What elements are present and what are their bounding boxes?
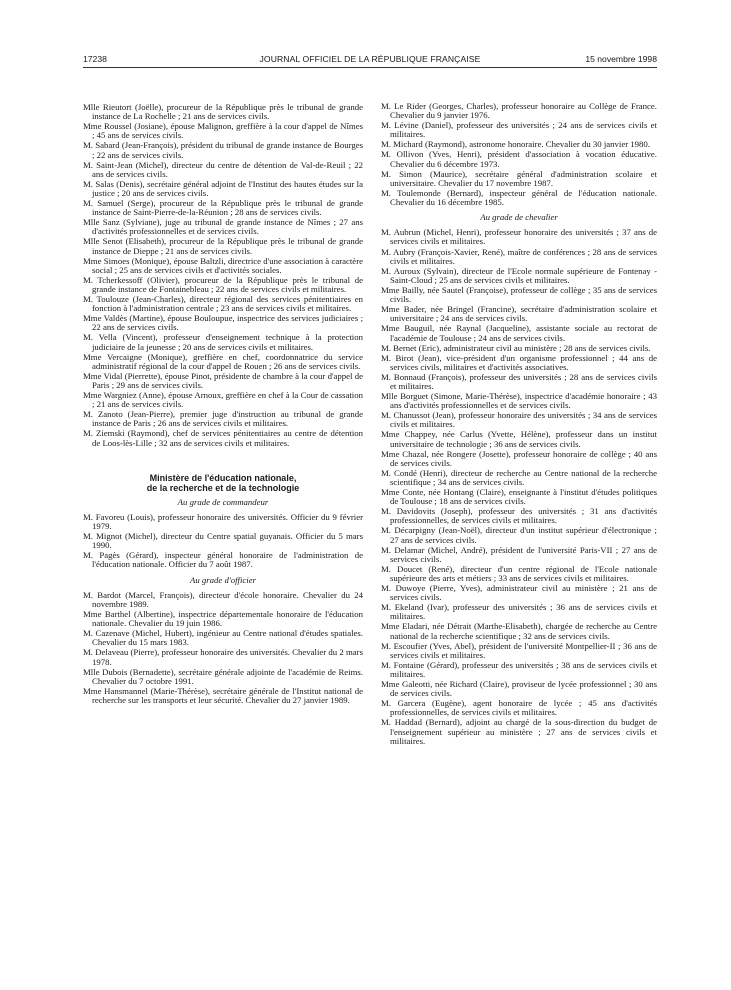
list-item: Mme Vercaigne (Monique), greffière en chef, coordonnatrice du service administratif régional de la cour d'appel de Rouen ; 26 ans de services civils. (83, 351, 363, 371)
list-item: M. Condé (Henri), directeur de recherche au Centre national de la recherche scientifique ; 34 ans de services civils. (381, 467, 657, 487)
left-column (83, 103, 363, 706)
list-item: Mlle Senot (Elisabeth), procureur de la République près le tribunal de grande instance de Dieppe ; 21 ans de services civils. (83, 236, 363, 256)
page-header (83, 54, 657, 68)
list-item: Mme Bauguil, née Raynal (Jacqueline), assistante sociale au rectorat de l'académie de Toulouse ; 24 ans de services civils. (381, 323, 657, 343)
list-item: M. Bonnaud (François), professeur des universités ; 28 ans de services civils et militaires. (381, 371, 657, 391)
list-item: M. Tcherkessoff (Olivier), procureur de la République près le tribunal de grande instance de Fontainebleau ; 22 ans de services civils et militaires. (83, 274, 363, 294)
list-item: M. Duwoye (Pierre, Yves), administrateur civil au ministère ; 21 ans de services civils. (381, 583, 657, 603)
list-item: M. Samuel (Serge), procureur de la République près le tribunal de grande instance de Saint-Pierre-de-la-Réunion ; 28 ans de services civils. (83, 198, 363, 218)
list-item: M. Zanoto (Jean-Pierre), premier juge d'instruction au tribunal de grande instance de Paris ; 26 ans de services civils et militaires. (83, 409, 363, 429)
grade-heading-commandeur: Au grade de commandeur (177, 496, 269, 507)
grade-heading-officier: Au grade d'officier (189, 574, 257, 585)
list-item: M. Pagès (Gérard), inspecteur général honoraire de l'administration de l'éducation nationale. Officier du 7 août 1987. (83, 550, 363, 570)
list-item: Mme Hansmannel (Marie-Thérèse), secrétaire générale de l'Institut national de recherche sur les transports et leur sécurité. Chevalier du 27 janvier 1989. (83, 685, 363, 705)
issue-date: 15 novembre 1998 (585, 54, 657, 64)
list-item: M. Ekeland (Ivar), professeur des universités ; 36 ans de services civils et militaires. (381, 602, 657, 622)
list-item: Mme Wargniez (Anne), épouse Arnoux, greffière en chef à la Cour de cassation ; 21 ans de services civils. (83, 390, 363, 410)
grade-heading-chevalier: Au grade de chevalier (480, 212, 558, 223)
officier-entries-list (83, 591, 363, 705)
list-item: M. Sabard (Jean-François), président du tribunal de grande instance de Bourges ; 22 ans de services civils. (83, 140, 363, 160)
ministry-title-line1: Ministère de l'éducation nationale, (149, 472, 297, 483)
list-item: M. Toulouze (Jean-Charles), directeur régional des services pénitentiaires en fonction à l'administration centrale ; 23 ans de services civils et militaires. (83, 294, 363, 314)
list-item: M. Garcera (Eugène), agent honoraire de lycée ; 45 ans d'activités professionnelles, de services civils et militaires. (381, 698, 657, 718)
list-item: Mme Eladari, née Détrait (Marthe-Elisabeth), chargée de recherche au Centre national de la recherche scientifique ; 32 ans de services civils. (381, 621, 657, 641)
list-item: M. Delaveau (Pierre), professeur honoraire des universités. Chevalier du 2 mars 1978. (83, 647, 363, 667)
list-item: Mme Chazal, née Rongere (Josette), professeur honoraire de collège ; 40 ans de services civils. (381, 448, 657, 468)
chevalier-entries-list (381, 228, 657, 746)
commandeur-entries-list (83, 513, 363, 570)
list-item: M. Aubry (François-Xavier, René), maître de conférences ; 28 ans de services civils et militaires. (381, 246, 657, 266)
list-item: Mlle Borguet (Simone, Marie-Thérèse), inspectrice d'académie honoraire ; 43 ans d'activités professionnelles et de services civils. (381, 391, 657, 411)
list-item: Mme Vidal (Pierrette), épouse Pinot, présidente de chambre à la cour d'appel de Paris ; 29 ans de services civils. (83, 370, 363, 390)
list-item: M. Ollivon (Yves, Henri), président d'association à vocation éducative. Chevalier du 6 décembre 1973. (381, 149, 657, 169)
journal-title: JOURNAL OFFICIEL DE LA RÉPUBLIQUE FRANÇAISE (259, 54, 481, 64)
list-item: M. Michard (Raymond), astronome honoraire. Chevalier du 30 janvier 1980. (381, 139, 650, 150)
list-item: Mme Galeotti, née Richard (Claire), proviseur de lycée professionnel ; 30 ans de services civils. (381, 679, 657, 699)
list-item: M. Fontaine (Gérard), professeur des universités ; 38 ans de services civils et militaires. (381, 659, 657, 679)
ministry-section-title (83, 473, 363, 493)
officier-entries-list-continued (381, 102, 657, 207)
list-item: M. Delamar (Michel, André), président de l'université Paris-VII ; 27 ans de services civils. (381, 544, 657, 564)
list-item: Mlle Rieutort (Joëlle), procureur de la République près le tribunal de grande instance de La Rochelle ; 21 ans de services civils. (83, 102, 363, 122)
list-item: M. Le Rider (Georges, Charles), professeur honoraire au Collège de France. Chevalier du 9 janvier 1976. (381, 101, 657, 121)
list-item: M. Lévine (Daniel), professeur des universités ; 24 ans de services civils et militaires. (381, 120, 657, 140)
list-item: M. Bardot (Marcel, François), directeur d'école honoraire. Chevalier du 24 novembre 1989. (83, 589, 363, 609)
list-item: Mme Bailly, née Sautel (Françoise), professeur de collège ; 35 ans de services civils. (381, 284, 657, 305)
list-item: M. Bernet (Eric), administrateur civil au ministère ; 28 ans de services civils. (381, 342, 651, 353)
list-item: M. Toulemonde (Bernard), inspecteur général de l'éducation nationale. Chevalier du 16 décembre 1985. (381, 187, 657, 208)
list-item: Mlle Dubois (Bernadette), secrétaire générale adjointe de l'académie de Reims. Chevalier du 7 octobre 1991. (83, 666, 363, 686)
list-item: Mme Chappey, née Carlus (Yvette, Hélène), professeur dans un institut universitaire de technologie ; 36 ans de services civils. (381, 429, 657, 449)
list-item: M. Favoreu (Louis), professeur honoraire des universités. Officier du 9 février 1979. (83, 511, 363, 532)
header-rule (83, 67, 657, 68)
list-item: M. Vella (Vincent), professeur d'enseignement technique à la protection judiciaire de la jeunesse ; 20 ans de services civils et militaires. (83, 332, 363, 352)
list-item: M. Cazenave (Michel, Hubert), ingénieur au Centre national d'études spatiales. Chevalier du 15 mars 1983. (83, 628, 363, 648)
list-item: M. Simon (Maurice), secrétaire général d'administration scolaire et universitaire. Chevalier du 17 novembre 1987. (381, 168, 657, 188)
list-item: M. Décarpigny (Jean-Noël), directeur d'un institut supérieur d'électronique ; 27 ans de services civils. (381, 525, 657, 545)
right-column (381, 102, 657, 747)
list-item: Mme Bader, née Bringel (Francine), secrétaire d'administration scolaire et universitaire ; 24 ans de services civils. (381, 304, 657, 324)
list-item: M. Davidovits (Joseph), professeur des universités ; 31 ans d'activités professionnelles, de services civils et militaires. (381, 506, 657, 526)
list-item: M. Mignot (Michel), directeur du Centre spatial guyanais. Officier du 5 mars 1990. (83, 531, 363, 551)
list-item: M. Birot (Jean), vice-président d'un organisme professionnel ; 44 ans de services civils, militaires et d'activités associatives. (381, 352, 657, 372)
list-item: M. Doucet (René), directeur d'un centre régional de l'Ecole nationale supérieure des arts et métiers ; 33 ans de services civils et militaires. (381, 563, 657, 583)
list-item: M. Haddad (Bernard), adjoint au chargé de la sous-direction du budget de l'enseignement supérieur au ministère ; 27 ans de services civils et militaires. (381, 717, 657, 746)
list-item: M. Salas (Denis), secrétaire général adjoint de l'Institut des hautes études sur la justice ; 20 ans de services civils. (83, 178, 363, 198)
list-item: M. Ziemski (Raymond), chef de services pénitentiaires au centre de détention de Loos-lès-Lille ; 32 ans de services civils et militaires. (83, 428, 363, 448)
list-item: M. Auroux (Sylvain), directeur de l'Ecole normale supérieure de Fontenay - Saint-Cloud ; 25 ans de services civils et militaires. (381, 265, 657, 285)
list-item: M. Chanussot (Jean), professeur honoraire des universités ; 34 ans de services civils et militaires. (381, 410, 657, 430)
list-item: M. Aubrun (Michel, Henri), professeur honoraire des universités ; 37 ans de services civils et militaires. (381, 227, 657, 247)
list-item: Mme Roussel (Josiane), épouse Malignon, greffière à la cour d'appel de Nîmes ; 45 ans de services civils. (83, 121, 363, 141)
list-item: Mme Simoes (Monique), épouse Baltzli, directrice d'une association à caractère social ; 25 ans de services civils et d'activités sociales. (83, 255, 363, 275)
ministry-title-line2: de la recherche et de la technologie (146, 482, 300, 493)
list-item: Mlle Sanz (Sylviane), juge au tribunal de grande instance de Nîmes ; 27 ans d'activités professionnelles et de services civils. (83, 217, 363, 237)
justice-entries-list (83, 103, 363, 448)
list-item: M. Saint-Jean (Michel), directeur du centre de détention de Val-de-Reuil ; 22 ans de services civils. (83, 159, 363, 179)
list-item: Mme Barthel (Albertine), inspectrice départementale honoraire de l'éducation nationale. Chevalier du 19 juin 1986. (83, 609, 363, 629)
list-item: Mme Conte, née Hontang (Claire), enseignante à l'institut d'études politiques de Toulouse ; 18 ans de services civils. (381, 487, 657, 507)
list-item: M. Escoufier (Yves, Abel), président de l'université Montpellier-II ; 36 ans de services civils et militaires. (381, 640, 657, 660)
page-number: 17238 (83, 54, 107, 64)
list-item: Mme Valdès (Martine), épouse Bouloupue, inspectrice des services judiciaires ; 22 ans de services civils. (83, 313, 363, 333)
